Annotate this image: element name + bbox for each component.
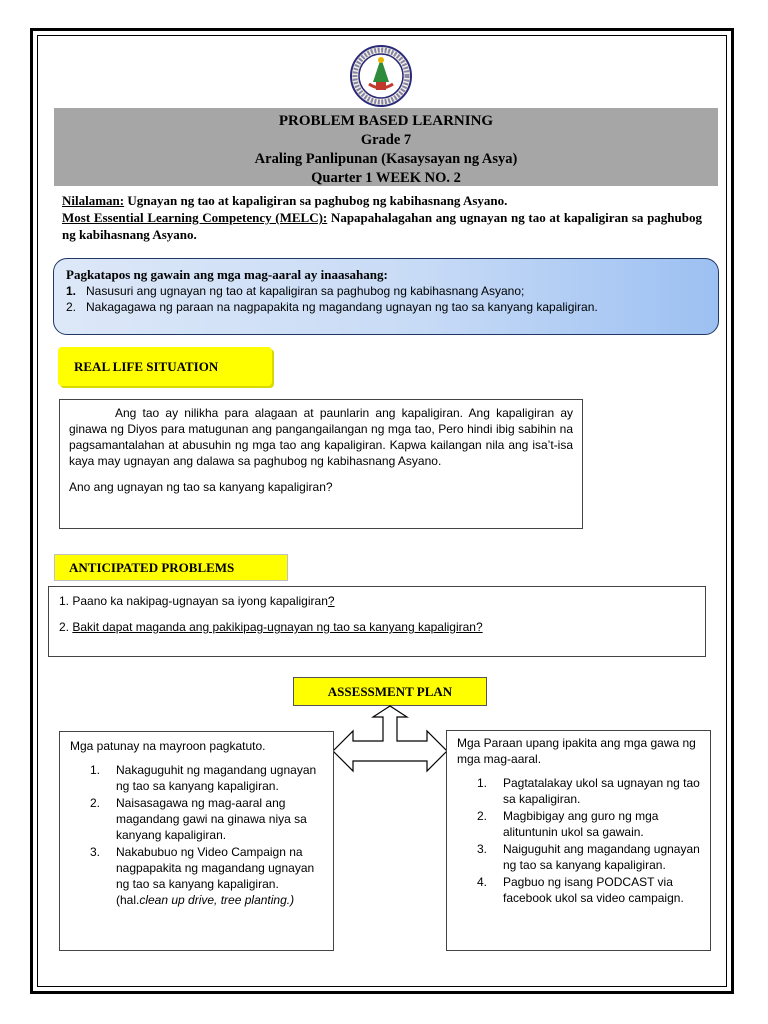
document-title: PROBLEM BASED LEARNING xyxy=(278,113,494,129)
item-text: Naiguguhit ang magandang ugnayan ng tao sa kanyang kapaligiran. xyxy=(503,842,700,872)
problem-number: 2. xyxy=(59,620,70,634)
item-text: Nakabubuo ng Video Campaign na nagpapakita ng magandang ugnayan ng tao sa kanyang kapaligiran. (hal. xyxy=(116,845,315,907)
objective-text: Nakagagawa ng paraan na nagpapakita ng magandang ugnayan ng tao sa kanyang kapaligiran. xyxy=(86,300,598,314)
item-number: 3. xyxy=(90,845,101,859)
nilalaman-label: Nilalaman: xyxy=(62,193,125,208)
list-item xyxy=(70,795,323,843)
three-way-arrow-icon xyxy=(331,705,449,773)
problem-text: Paano ka nakipag-ugnayan sa iyong kapaligiran xyxy=(69,594,328,608)
ways-list xyxy=(457,775,700,906)
problem-item xyxy=(59,619,695,635)
list-item xyxy=(457,808,700,840)
list-item xyxy=(457,775,700,807)
subject-name: Araling Panlipunan (Kasaysayan ng Asya) xyxy=(254,151,518,167)
melc-text: Napapahalagahan ang ugnayan ng tao at kapaligiran sa paghubog ng kabihasnang Asyano. xyxy=(62,210,703,242)
item-text: Naisasagawa ng mag-aaral ang magandang gawi na ginawa niya sa kanyang kapaligiran. xyxy=(116,796,307,842)
melc-line xyxy=(62,209,702,243)
objectives-heading: Pagkatapos ng gawain ang mga mag-aaral ay inaasahang: xyxy=(66,267,388,282)
problem-number: 1. xyxy=(59,594,70,608)
item-text: Pagtatalakay ukol sa ugnayan ng tao sa kapaligiran. xyxy=(503,776,700,806)
ways-to-show-work-box xyxy=(446,730,711,951)
item-number: 1. xyxy=(477,776,488,790)
melc-label: Most Essential Learning Competency (MELC): xyxy=(62,210,328,225)
situation-paragraph: Ang tao ay nilikha para alagaan at paunlarin ang kapaligiran. Ang kapaligiran ay ginawa ng Diyos para matugunan ang pangangailangan ng mga tao, Pero hindi ibig sabihin na pagsamantalahan at abusuhin ng mga tao ang kapaligiran. Kapwa kailangan nila ang isa’t-isa kaya may ugnayan ang dalawa sa paghubog ng kabihasnang Asyano. xyxy=(69,406,573,468)
list-item xyxy=(70,762,323,794)
problem-text: Bakit dapat maganda ang pakikipag-ugnayan ng tao sa kanyang kapaligiran? xyxy=(72,620,483,634)
item-number: 2. xyxy=(90,796,101,810)
item-text-wrap xyxy=(116,844,323,908)
item-number: 2. xyxy=(477,809,488,823)
item-text: Pagbuo ng isang PODCAST via facebook ukol sa video campaign. xyxy=(503,875,684,905)
assessment-plan-label: ASSESSMENT PLAN xyxy=(293,677,487,706)
item-text: Magbibigay ang guro ng mga alituntunin ukol sa gawain. xyxy=(503,809,659,839)
list-item xyxy=(70,844,323,908)
item-number: 4. xyxy=(477,875,488,889)
nilalaman-line xyxy=(62,192,702,209)
anticipated-problems-box xyxy=(48,586,706,657)
objective-number: 1. xyxy=(66,284,77,298)
situation-question: Ano ang ugnayan ng tao sa kanyang kapaligiran? xyxy=(69,480,333,494)
objective-item xyxy=(66,299,706,315)
objective-number: 2. xyxy=(66,300,77,314)
intro-section xyxy=(62,192,702,243)
item-number: 3. xyxy=(477,842,488,856)
ways-heading: Mga Paraan upang ipakita ang mga gawa ng mga mag-aaral. xyxy=(457,736,696,766)
header-band xyxy=(54,108,718,186)
list-item xyxy=(457,874,700,906)
real-life-situation-label: REAL LIFE SITUATION xyxy=(58,347,272,386)
real-life-situation-box xyxy=(59,399,583,529)
objective-text: Nasusuri ang ugnayan ng tao at kapaligiran sa paghubog ng kabihasnang Asyano; xyxy=(86,284,525,298)
problem-mark: ? xyxy=(327,594,335,608)
quarter-week: Quarter 1 WEEK NO. 2 xyxy=(311,170,461,186)
anticipated-problems-label: ANTICIPATED PROBLEMS xyxy=(54,554,288,581)
item-number: 1. xyxy=(90,763,101,777)
item-text: Nakaguguhit ng magandang ugnayan ng tao sa kanyang kapaligiran. xyxy=(116,763,317,793)
objective-item xyxy=(66,283,706,299)
objectives-box xyxy=(53,258,719,335)
nilalaman-text: Ugnayan ng tao at kapaligiran sa paghubog ng kabihasnang Asyano. xyxy=(124,193,508,208)
item-italic-text: clean up drive, tree planting.) xyxy=(139,893,295,907)
evidence-list xyxy=(70,762,323,908)
problem-item xyxy=(59,593,695,609)
list-item xyxy=(457,841,700,873)
evidence-of-learning-box xyxy=(59,731,334,951)
grade-level: Grade 7 xyxy=(360,132,412,148)
evidence-heading: Mga patunay na mayroon pagkatuto. xyxy=(70,739,266,753)
division-seal-logo xyxy=(349,44,413,108)
